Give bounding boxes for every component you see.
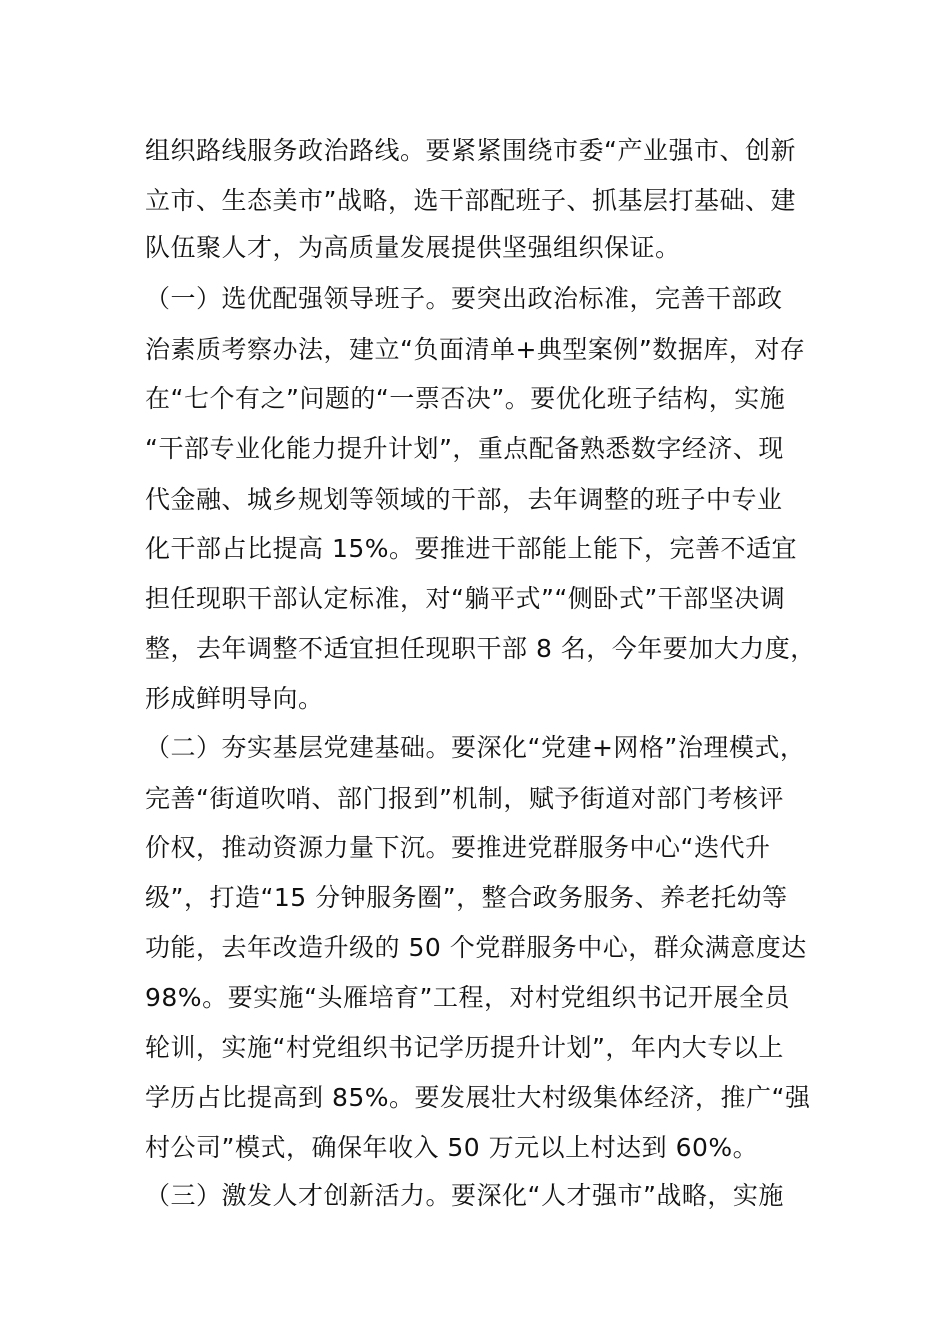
text-line: 轮训，实施“村党组织书记学历提升计划”，年内大专以上 <box>145 1033 784 1062</box>
section-heading-line: （一）选优配强领导班子。要突出政治标准，完善干部政 <box>145 284 783 313</box>
text-line: 98%。要实施“头雁培育”工程，对村党组织书记开展全员 <box>145 983 790 1012</box>
text-line: 代金融、城乡规划等领域的干部，去年调整的班子中专业 <box>145 485 783 514</box>
text-line: 完善“街道吹哨、部门报到”机制，赋予街道对部门考核评 <box>145 784 784 813</box>
text-line: 形成鲜明导向。 <box>145 684 324 713</box>
text-line: 村公司”模式，确保年收入 50 万元以上村达到 60%。 <box>145 1133 759 1162</box>
text-line: 价权，推动资源力量下沉。要推进党群服务中心“迭代升 <box>145 833 771 862</box>
section-heading-line: （三）激发人才创新活力。要深化“人才强市”战略，实施 <box>145 1181 784 1210</box>
text-line: 队伍聚人才，为高质量发展提供坚强组织保证。 <box>145 233 681 262</box>
text-line: 学历占比提高到 85%。要发展壮大村级集体经济，推广“强 <box>145 1083 811 1112</box>
text-line: 整，去年调整不适宜担任现职干部 8 名，今年要加大力度， <box>145 634 816 663</box>
text-line: “干部专业化能力提升计划”，重点配备熟悉数字经济、现 <box>145 434 784 463</box>
text-line: 组织路线服务政治路线。要紧紧围绕市委“产业强市、创新 <box>145 136 796 165</box>
text-line: 治素质考察办法，建立“负面清单+典型案例”数据库，对存 <box>145 335 806 364</box>
text-line: 功能，去年改造升级的 50 个党群服务中心，群众满意度达 <box>145 933 807 962</box>
section-heading-line: （二）夯实基层党建基础。要深化“党建+网格”治理模式， <box>145 733 806 762</box>
text-line: 化干部占比提高 15%。要推进干部能上能下，完善不适宜 <box>145 534 798 563</box>
text-line: 立市、生态美市”战略，选干部配班子、抓基层打基础、建 <box>145 186 796 215</box>
text-line: 担任现职干部认定标准，对“躺平式”“侧卧式”干部坚决调 <box>145 584 786 613</box>
text-line: 在“七个有之”问题的“一票否决”。要优化班子结构，实施 <box>145 384 786 413</box>
text-line: 级”，打造“15 分钟服务圈”，整合政务服务、养老托幼等 <box>145 883 788 912</box>
